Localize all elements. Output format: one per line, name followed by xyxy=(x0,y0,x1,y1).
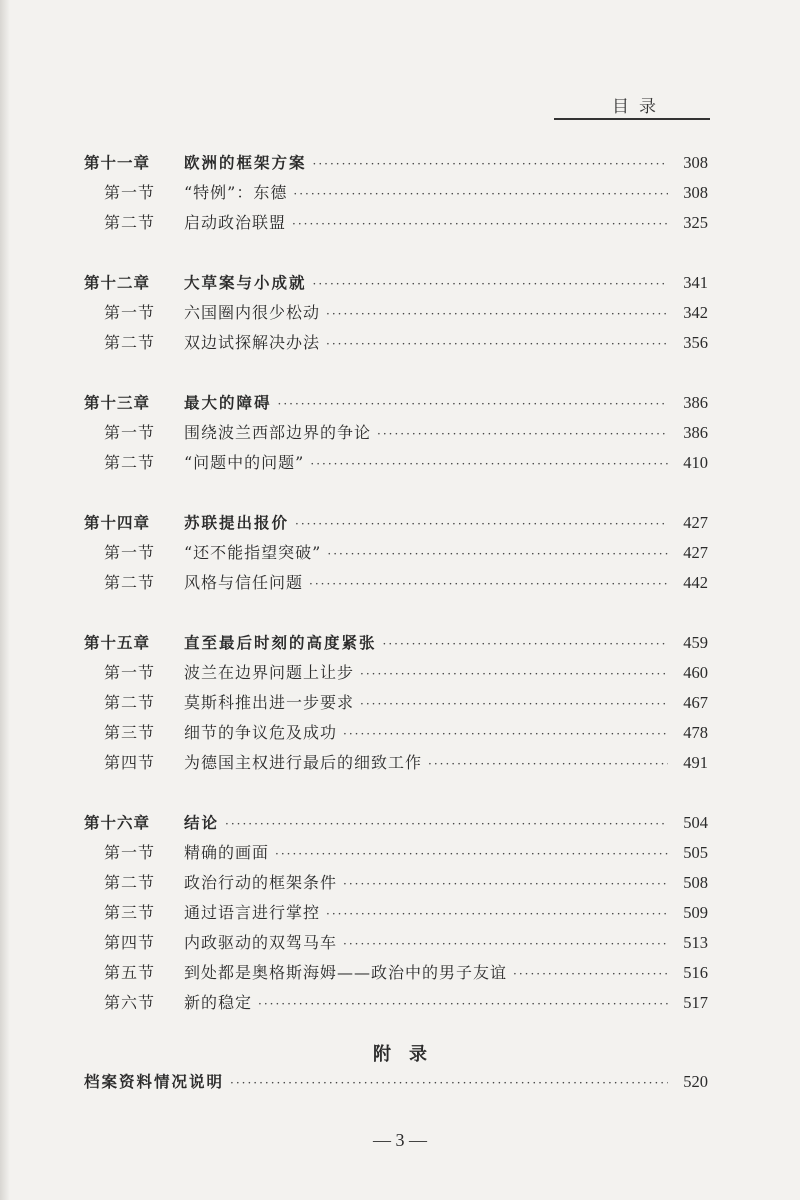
dot-leader xyxy=(278,389,668,419)
section-entry-page-number: 467 xyxy=(683,693,708,712)
chapter-group xyxy=(84,508,708,598)
chapter-entry-title: 结论 xyxy=(184,814,220,832)
section-entry-label: 第六节 xyxy=(104,993,156,1012)
running-title: 目录 xyxy=(612,97,666,117)
section-entry[interactable] xyxy=(84,898,708,928)
page-number: — 3 — xyxy=(373,1130,427,1150)
section-entry-title: 风格与信任问题 xyxy=(184,573,304,592)
dot-leader xyxy=(295,509,668,539)
section-entry[interactable] xyxy=(84,988,708,1018)
dot-leader xyxy=(343,869,668,899)
section-entry-label: 第二节 xyxy=(104,213,156,232)
section-entry[interactable] xyxy=(84,868,708,898)
chapter-entry-title: 欧洲的框架方案 xyxy=(184,154,307,172)
chapter-entry-page-number: 459 xyxy=(683,633,708,652)
chapter-entry-title: 苏联提出报价 xyxy=(184,514,290,532)
section-entry-title: 政治行动的框架条件 xyxy=(184,873,338,892)
section-entry-title: 围绕波兰西部边界的争论 xyxy=(184,423,372,442)
section-entry-label: 第一节 xyxy=(104,303,156,322)
dot-leader xyxy=(326,899,668,929)
section-entry-page-number: 517 xyxy=(683,993,708,1012)
section-entry[interactable] xyxy=(84,718,708,748)
dot-leader xyxy=(360,689,668,719)
chapter-entry-page-number: 504 xyxy=(683,813,708,832)
chapter-entry-label: 第十五章 xyxy=(84,634,151,652)
dot-leader xyxy=(377,419,668,449)
chapter-entry-label: 第十一章 xyxy=(84,154,151,172)
dot-leader xyxy=(428,749,668,779)
running-header xyxy=(554,90,710,120)
section-entry-title: 内政驱动的双驾马车 xyxy=(184,933,338,952)
chapter-group xyxy=(84,268,708,358)
section-entry-title: “特例”：东德 xyxy=(184,183,288,202)
dot-leader xyxy=(292,209,668,239)
dot-leader xyxy=(258,989,668,1019)
chapter-entry[interactable] xyxy=(84,628,708,658)
section-entry[interactable] xyxy=(84,838,708,868)
section-entry[interactable] xyxy=(84,418,708,448)
section-entry-page-number: 342 xyxy=(683,303,708,322)
section-entry-label: 第三节 xyxy=(104,723,156,742)
section-entry-label: 第二节 xyxy=(104,333,156,352)
section-entry-title: 新的稳定 xyxy=(184,993,253,1012)
section-entry-title: 莫斯科推出进一步要求 xyxy=(184,693,355,712)
section-entry-page-number: 516 xyxy=(683,963,708,982)
section-entry-page-number: 427 xyxy=(683,543,708,562)
section-entry-title: 到处都是奥格斯海姆——政治中的男子友谊 xyxy=(184,963,508,982)
section-entry-title: 细节的争议危及成功 xyxy=(184,723,338,742)
chapter-entry[interactable] xyxy=(84,388,708,418)
dot-leader xyxy=(313,269,668,299)
section-entry-label: 第二节 xyxy=(104,453,156,472)
chapter-entry-label: 第十四章 xyxy=(84,514,151,532)
chapter-entry-title: 最大的障碍 xyxy=(184,394,272,412)
chapter-group xyxy=(84,148,708,238)
chapter-entry[interactable] xyxy=(84,148,708,178)
chapter-entry-page-number: 427 xyxy=(683,513,708,532)
page-edge-shadow xyxy=(0,0,10,1200)
chapter-group xyxy=(84,628,708,778)
dot-leader xyxy=(293,179,668,209)
chapter-entry[interactable] xyxy=(84,808,708,838)
section-entry-label: 第二节 xyxy=(104,873,156,892)
section-entry-label: 第五节 xyxy=(104,963,156,982)
chapter-entry-page-number: 308 xyxy=(683,153,708,172)
section-entry-page-number: 356 xyxy=(683,333,708,352)
appendix-heading: 附录 xyxy=(373,1044,445,1065)
section-entry-page-number: 513 xyxy=(683,933,708,952)
chapter-group xyxy=(84,808,708,1018)
section-entry[interactable] xyxy=(84,568,708,598)
section-entry-title: 波兰在边界问题上让步 xyxy=(184,663,355,682)
section-entry-page-number: 386 xyxy=(683,423,708,442)
dot-leader xyxy=(343,719,668,749)
section-entry-title: 双边试探解决办法 xyxy=(184,333,321,352)
section-entry[interactable] xyxy=(84,958,708,988)
section-entry-page-number: 308 xyxy=(683,183,708,202)
chapter-entry-title: 直至最后时刻的高度紧张 xyxy=(184,634,377,652)
section-entry-label: 第一节 xyxy=(104,423,156,442)
chapter-entry-page-number: 386 xyxy=(683,393,708,412)
chapter-entry[interactable] xyxy=(84,508,708,538)
section-entry-title: 六国圈内很少松动 xyxy=(184,303,321,322)
chapter-group xyxy=(84,388,708,478)
section-entry-title: 为德国主权进行最后的细致工作 xyxy=(184,753,423,772)
section-entry[interactable] xyxy=(84,928,708,958)
dot-leader xyxy=(327,539,668,569)
chapter-entry-label: 第十二章 xyxy=(84,274,151,292)
section-entry-title: 通过语言进行掌控 xyxy=(184,903,321,922)
section-entry[interactable] xyxy=(84,208,708,238)
appendix-entry-page-number: 520 xyxy=(683,1072,708,1091)
section-entry-page-number: 442 xyxy=(683,573,708,592)
section-entry-title: “问题中的问题” xyxy=(184,453,305,472)
section-entry-label: 第二节 xyxy=(104,693,156,712)
section-entry[interactable] xyxy=(84,658,708,688)
chapter-entry-title: 大草案与小成就 xyxy=(184,274,307,292)
dot-leader xyxy=(230,1068,668,1098)
section-entry-page-number: 460 xyxy=(683,663,708,682)
section-entry-label: 第一节 xyxy=(104,843,156,862)
appendix-list xyxy=(84,1067,708,1097)
section-entry-label: 第三节 xyxy=(104,903,156,922)
section-entry-page-number: 325 xyxy=(683,213,708,232)
section-entry-page-number: 410 xyxy=(683,453,708,472)
dot-leader xyxy=(225,809,668,839)
section-entry-label: 第一节 xyxy=(104,183,156,202)
section-entry-page-number: 478 xyxy=(683,723,708,742)
dot-leader xyxy=(275,839,668,869)
dot-leader xyxy=(383,629,668,659)
chapter-entry-label: 第十六章 xyxy=(84,814,151,832)
section-entry-title: “还不能指望突破” xyxy=(184,543,322,562)
dot-leader xyxy=(310,449,668,479)
dot-leader xyxy=(313,149,668,179)
section-entry-page-number: 505 xyxy=(683,843,708,862)
chapter-entry-label: 第十三章 xyxy=(84,394,151,412)
dot-leader xyxy=(343,929,668,959)
section-entry[interactable] xyxy=(84,328,708,358)
section-entry-page-number: 491 xyxy=(683,753,708,772)
dot-leader xyxy=(326,329,668,359)
appendix-entry-title: 档案资料情况说明 xyxy=(84,1073,225,1091)
dot-leader xyxy=(309,569,668,599)
section-entry[interactable] xyxy=(84,448,708,478)
section-entry[interactable] xyxy=(84,178,708,208)
dot-leader xyxy=(360,659,668,689)
section-entry-title: 启动政治联盟 xyxy=(184,213,287,232)
section-entry-label: 第一节 xyxy=(104,543,156,562)
dot-leader xyxy=(513,959,668,989)
section-entry-page-number: 508 xyxy=(683,873,708,892)
section-entry-title: 精确的画面 xyxy=(184,843,270,862)
table-of-contents xyxy=(84,148,708,1048)
chapter-entry-page-number: 341 xyxy=(683,273,708,292)
section-entry[interactable] xyxy=(84,748,708,778)
dot-leader xyxy=(326,299,668,329)
section-entry-label: 第二节 xyxy=(104,573,156,592)
header-rule xyxy=(554,118,710,120)
appendix-entry[interactable] xyxy=(84,1067,708,1097)
section-entry[interactable] xyxy=(84,538,708,568)
section-entry-label: 第四节 xyxy=(104,933,156,952)
section-entry-label: 第四节 xyxy=(104,753,156,772)
section-entry[interactable] xyxy=(84,688,708,718)
chapter-entry[interactable] xyxy=(84,268,708,298)
section-entry-page-number: 509 xyxy=(683,903,708,922)
section-entry[interactable] xyxy=(84,298,708,328)
section-entry-label: 第一节 xyxy=(104,663,156,682)
